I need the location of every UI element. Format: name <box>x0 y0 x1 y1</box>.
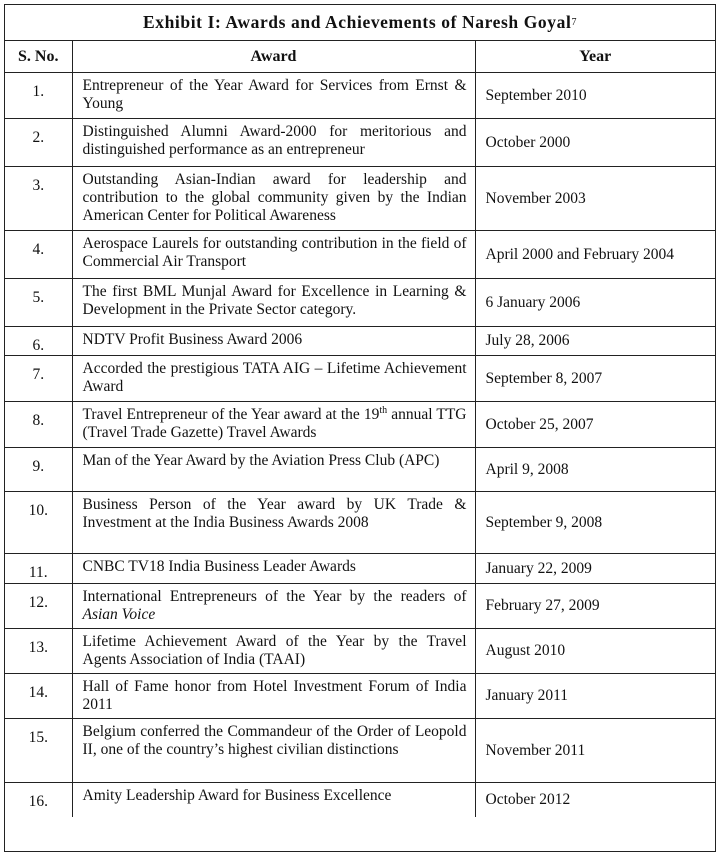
award-cell <box>72 167 475 231</box>
row-number: 13. <box>5 629 72 674</box>
row-number: 7. <box>5 356 72 402</box>
row-number: 1. <box>32 83 45 100</box>
year-cell: September 8, 2007 <box>475 356 715 402</box>
row-number: 14. <box>5 674 72 719</box>
table-row <box>5 73 715 119</box>
award-cell <box>72 327 475 356</box>
award-text: The first BML Munjal Award for Excellence in Learning & Development in the Private Sector category. <box>82 283 467 318</box>
table-row <box>5 674 715 719</box>
award-superscript: th <box>379 404 388 416</box>
year-cell: April 9, 2008 <box>475 448 715 492</box>
year-cell: January 22, 2009 <box>475 554 715 584</box>
award-cell <box>72 492 475 554</box>
row-number: 16. <box>5 783 72 817</box>
table-row <box>5 279 715 327</box>
award-cell <box>72 279 475 327</box>
year-cell: January 2011 <box>475 674 715 719</box>
award-text: NDTV Profit Business Award 2006 <box>82 331 303 348</box>
award-text: Business Person of the Year award by UK Trade & Investment at the India Business Awards 2008 <box>82 496 467 531</box>
awards-table-body <box>5 73 715 817</box>
exhibit-table-frame <box>4 4 716 852</box>
row-number: 4. <box>5 231 72 279</box>
award-text: CNBC TV18 India Business Leader Awards <box>82 558 356 575</box>
year-cell: 6 January 2006 <box>475 279 715 327</box>
award-text: Lifetime Achievement Award of the Year by the Travel Agents Association of India (TAAI) <box>82 633 467 668</box>
row-number: 15. <box>5 719 72 783</box>
award-text: Hall of Fame honor from Hotel Investment Forum of India 2011 <box>82 678 467 713</box>
year-cell: November 2011 <box>475 719 715 783</box>
award-publication-name: Asian Voice <box>82 606 156 623</box>
exhibit-title: Exhibit I: Awards and Achievements of Naresh Goyal 7 <box>5 5 715 41</box>
year-cell: October 25, 2007 <box>475 402 715 448</box>
award-text: Aerospace Laurels for outstanding contribution in the field of Commercial Air Transport <box>82 235 467 270</box>
row-number: 8. <box>5 402 72 448</box>
award-cell <box>72 783 475 817</box>
table-row <box>5 167 715 231</box>
award-text: Distinguished Alumni Award-2000 for meritorious and distinguished performance as an entrepreneur <box>82 123 467 158</box>
award-cell <box>72 629 475 674</box>
table-row <box>5 327 715 356</box>
table-row <box>5 719 715 783</box>
award-cell <box>72 584 475 629</box>
table-row <box>5 492 715 554</box>
award-text: Entrepreneur of the Year Award for Services from Ernst & Young <box>82 77 467 112</box>
exhibit-title-text: Exhibit I: Awards and Achievements of Naresh Goyal <box>142 12 572 32</box>
award-cell <box>72 448 475 492</box>
table-row <box>5 629 715 674</box>
award-text: Accorded the prestigious TATA AIG – Lifetime Achievement Award <box>82 360 467 395</box>
year-cell: October 2000 <box>475 119 715 167</box>
award-cell <box>72 554 475 584</box>
header-sno: S. No. <box>5 41 72 73</box>
award-text: Man of the Year Award by the Aviation Press Club (APC) <box>82 452 440 469</box>
table-row <box>5 554 715 584</box>
table-row <box>5 356 715 402</box>
table-row <box>5 448 715 492</box>
row-number: 12. <box>5 584 72 629</box>
table-row <box>5 783 715 817</box>
award-cell <box>72 119 475 167</box>
award-text-continued: annual TTG (Travel Trade Gazette) Travel Awards <box>82 406 467 441</box>
year-cell: September 9, 2008 <box>475 492 715 554</box>
award-cell <box>72 231 475 279</box>
header-award: Award <box>72 41 475 73</box>
row-number: 3. <box>5 167 72 231</box>
award-cell <box>72 402 475 448</box>
award-text: Travel Entrepreneur of the Year award at the 19 <box>82 406 380 423</box>
award-cell <box>72 356 475 402</box>
award-text: International Entrepreneurs of the Year by the readers of <box>82 588 467 605</box>
year-cell: July 28, 2006 <box>475 327 715 356</box>
award-text: Amity Leadership Award for Business Excellence <box>82 787 392 804</box>
year-cell: August 2010 <box>475 629 715 674</box>
row-number: 10. <box>5 492 72 554</box>
year-cell: October 2012 <box>475 783 715 817</box>
table-row <box>5 119 715 167</box>
row-number: 11. <box>5 554 72 584</box>
table-row <box>5 231 715 279</box>
row-number: 9. <box>5 448 72 492</box>
awards-table <box>5 41 715 817</box>
row-number: 6. <box>5 327 72 356</box>
award-text: Belgium conferred the Commandeur of the Order of Leopold II, one of the country’s highest civilian distinctions <box>82 723 467 758</box>
award-cell <box>72 719 475 783</box>
award-cell <box>72 73 475 119</box>
row-number: 5. <box>5 279 72 327</box>
row-number: 2. <box>5 119 72 167</box>
year-cell: September 2010 <box>475 73 715 119</box>
award-text: Outstanding Asian-Indian award for leadership and contribution to the global community given by the Indian American Center for Political Awareness <box>82 171 467 224</box>
table-row <box>5 402 715 448</box>
award-cell <box>72 674 475 719</box>
year-cell: February 27, 2009 <box>475 584 715 629</box>
header-year: Year <box>475 41 715 73</box>
year-cell: April 2000 and February 2004 <box>475 231 715 279</box>
year-cell: November 2003 <box>475 167 715 231</box>
table-header-row <box>5 41 715 73</box>
table-row <box>5 584 715 629</box>
